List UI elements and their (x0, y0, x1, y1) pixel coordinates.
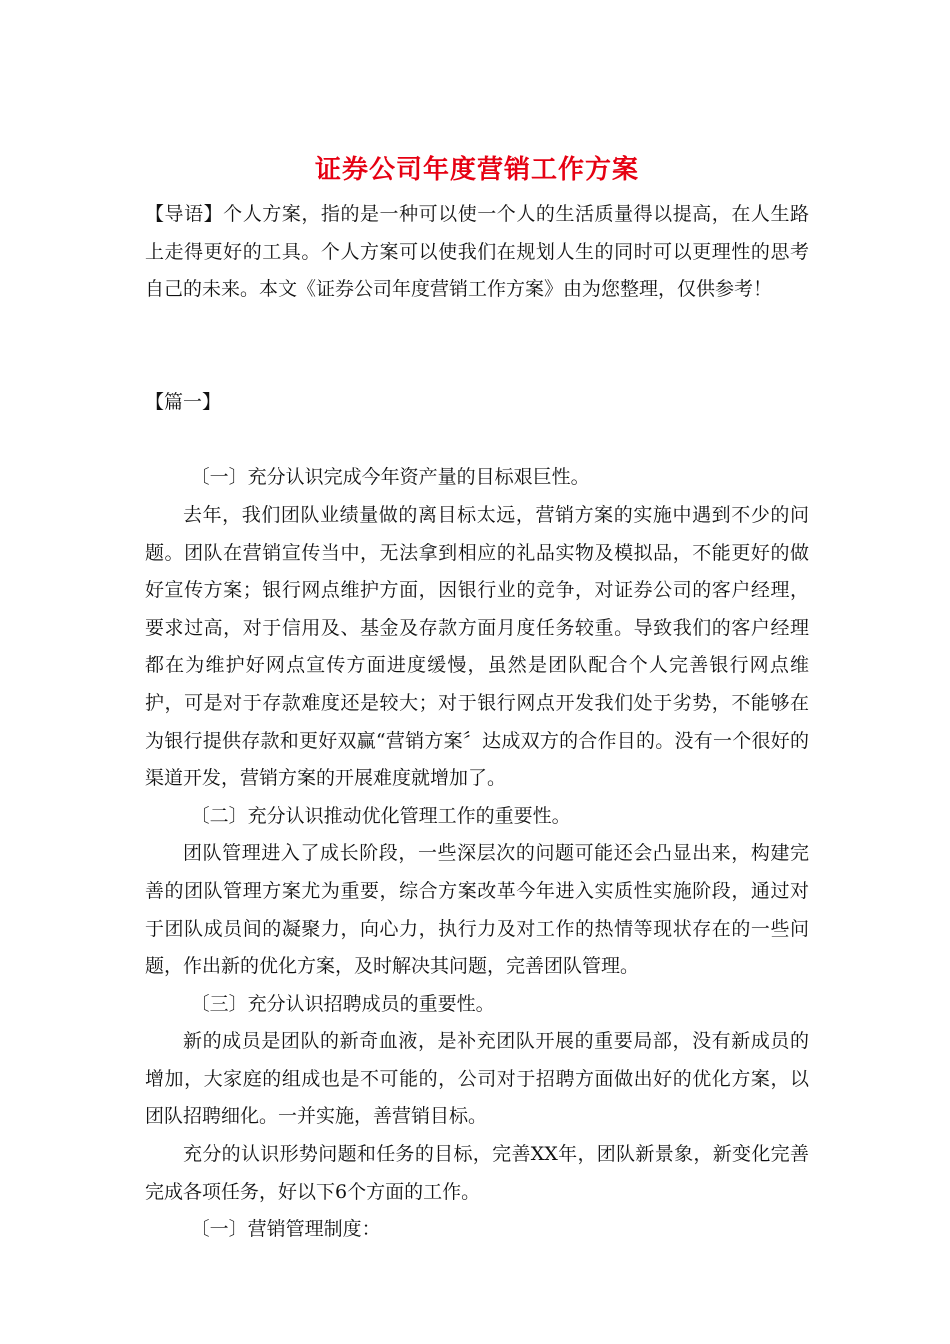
document-title: 证券公司年度营销工作方案 (314, 155, 639, 185)
subheading-2: 〔二〕充分认识推动优化管理工作的重要性。 (190, 804, 571, 827)
subheading-3: 〔三〕充分认识招聘成员的重要性。 (190, 992, 495, 1015)
subheading-1: 〔一〕充分认识完成今年资产量的目标艰巨性。 (190, 466, 590, 489)
intro-paragraph: 【导语】个人方案，指的是一种可以使一个人的生活质量得以提高，在人生路上走得更好的工具。个人方案可以使我们在规划人生的同时可以更理性的思考自己的未来。本文《证券公司年度营销工作方案》由为您整理，仅供参考！ (145, 203, 809, 301)
section-heading: 【篇一】 (145, 390, 222, 413)
body-paragraph-4: 充分的认识形势问题和任务的目标，完善XX年，团队新景象，新变化完善完成各项任务，好以下6个方面的工作。 (145, 1143, 809, 1203)
subheading-4: 〔一〕营销管理制度： (190, 1218, 381, 1241)
body-paragraph-1: 去年，我们团队业绩量做的离目标太远，营销方案的实施中遇到不少的问题。团队在营销宣传当中，无法拿到相应的礼品实物及模拟品，不能更好的做好宣传方案；银行网点维护方面，因银行业的竞争，对证券公司的客户经理，要求过高，对于信用及、基金及存款方面月度任务较重。导致我们的客户经理都在为维护好网点宣传方面进度缓慢，虽然是团队配合个人完善银行网点维护，可是对于存款难度还是较大；对于银行网点开发我们处于劣势，不能够在为银行提供存款和更好双赢“营销方案〞达成双方的合作目的。没有一个很好的渠道开发，营销方案的开展难度就增加了。 (145, 503, 809, 790)
document-page (145, 150, 809, 1249)
body-paragraph-2: 团队管理进入了成长阶段，一些深层次的问题可能还会凸显出来，构建完善的团队管理方案尤为重要，综合方案改革今年进入实质性实施阶段，通过对于团队成员间的凝聚力，向心力，执行力及对工作的热情等现状存在的一些问题，作出新的优化方案，及时解决其问题，完善团队管理。 (145, 842, 809, 978)
body-paragraph-3: 新的成员是团队的新奇血液，是补充团队开展的重要局部，没有新成员的增加，大家庭的组成也是不可能的，公司对于招聘方面做出好的优化方案，以团队招聘细化。一并实施，善营销目标。 (145, 1030, 809, 1128)
